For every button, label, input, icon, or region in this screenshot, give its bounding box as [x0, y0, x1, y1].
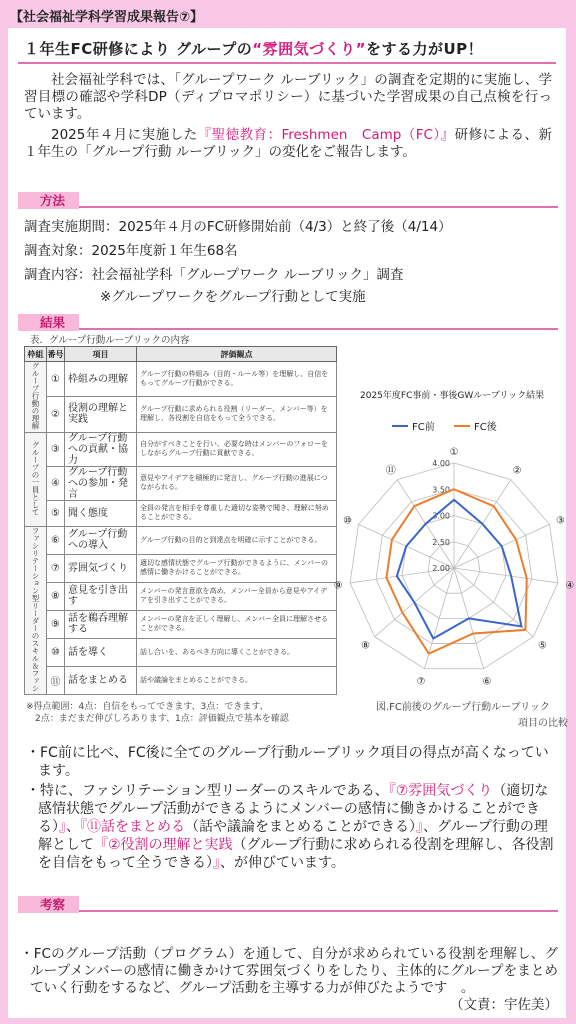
radar-category-label: ③: [555, 515, 565, 527]
author-credit: （文責：宇佐美）: [450, 997, 558, 1013]
item-name: グループ行動への導入: [65, 526, 137, 554]
title-prefix: １年生FC研修により グループの: [24, 39, 253, 58]
consideration-label: 考察: [18, 896, 79, 913]
table-caption: 表．グループ行動ルーブリックの内容: [30, 335, 190, 346]
intro-text: 2025年４月に実施した: [51, 127, 198, 143]
intro-highlight: 『聖徳教育：Freshmen Camp（FC）』: [197, 127, 455, 143]
rubric-body: [25, 362, 337, 695]
bullet-text: 、が伸びています。: [220, 855, 345, 871]
legend-label: FC前: [412, 422, 435, 433]
bullet-text: （話や議論をまとめることができる）: [185, 819, 416, 835]
table-row: [25, 432, 337, 466]
chart-caption-2: 項目の比較: [518, 718, 568, 729]
table-row: [25, 526, 337, 554]
radar-spoke: [454, 568, 558, 583]
report-panel: [8, 28, 575, 1018]
item-description: 適切な感情状態でグループ行動ができるように、メンバーの感情に働きかけることができる。: [137, 554, 337, 582]
chart-title: 2025年度FC事前・事後GWルーブリック結果: [360, 391, 545, 401]
radar-chart: [333, 380, 575, 690]
item-description: 意見やアイデアを積極的に発言し、グループ行動の進展につながられる。: [137, 466, 337, 500]
radar-tick-label: 2.50: [432, 537, 450, 547]
score-note: [26, 701, 289, 725]
item-name: 枠組みの理解: [65, 362, 137, 397]
item-name: 話を導く: [65, 638, 137, 666]
bullet-text: 、グループ行動の理解として: [38, 819, 548, 853]
table-row: [25, 666, 337, 694]
method-content: 調査内容：社会福祉学科「グループワーク ルーブリック」調査: [24, 267, 404, 283]
radar-tick-label: 3.00: [432, 511, 450, 521]
method-note: ※グループワークをグループ行動として実施: [100, 289, 366, 305]
score-note-line: ※得点範囲：4点：自信をもってできます、3点：できます、: [26, 702, 269, 712]
item-number: ⑤: [47, 500, 65, 526]
table-row: [25, 554, 337, 582]
table-row: [25, 397, 337, 432]
method-period: 調査実施期間：2025年４月のFC研修開始前（4/3）と終了後（4/14）: [24, 219, 452, 235]
bullet-text: （適切な感情状態でグループ活動ができるようにメンバーの感情に働きかけることができる）: [38, 783, 549, 835]
table-row: [25, 500, 337, 526]
category-cell: [25, 362, 47, 433]
item-description: グループ行動の枠組み（目的・ルール等）を理解し、自信をもってグループ行動ができる。: [137, 362, 337, 397]
item-description: メンバーの発言意欲を高め、メンバー全員から意見やアイデアを引き出すことができる。: [137, 582, 337, 610]
radar-tick-label: 3.50: [432, 485, 450, 495]
consideration-section: [18, 946, 558, 1014]
item-number: ⑦: [47, 554, 65, 582]
item-description: 話し合いを、あるべき方向に導くことができる。: [137, 638, 337, 666]
bullet-text: （グループ行動に求められる役割を理解し、各役割を自信をもって全うできる）: [38, 837, 554, 871]
consideration-text: ・FCのグループ活動（プログラム）を通して、自分が求められている役割を理解し、グループメンバーの感情に働きかけて雰囲気づくりをしたり、主体的にグループをまとめていく行動をするなど、グループ活動を主導する力が伸びたようです 。 （文責：宇佐美）: [20, 946, 558, 1013]
method-target: 調査対象：2025年度新１年生68名: [24, 243, 238, 259]
table-row: [25, 466, 337, 500]
radar-category-label: ⑩: [343, 515, 353, 527]
radar-tick-label: 4.00: [432, 459, 450, 468]
method-label: 方法: [18, 192, 79, 209]
item-name: 意見を引き出す: [65, 582, 137, 610]
bullet-highlight: 』: [416, 819, 423, 835]
category-label: グループの一員として: [31, 440, 40, 516]
rubric-table: [24, 346, 337, 695]
item-name: 話を鵜呑理解する: [65, 610, 137, 638]
bullet-highlight: 『②役割の理解と実践: [94, 837, 233, 853]
col-header-num: 番号: [47, 347, 65, 362]
radar-category-label: ⑤: [537, 640, 547, 652]
item-description: メンバーの発言を正しく理解し、メンバー全員に理解させることができる。: [137, 610, 337, 638]
item-name: グループ行動への貢献・協力: [65, 432, 137, 466]
radar-category-label: ⑥: [482, 676, 492, 688]
category-cell: [25, 432, 47, 526]
item-name: 雰囲気づくり: [65, 554, 137, 582]
item-name: 聞く態度: [65, 500, 137, 526]
report-tag: 【社会福祉学科学習成果報告⑦】: [10, 10, 204, 25]
radar-category-label: ④: [565, 580, 575, 592]
radar-tick-label: 2.00: [432, 564, 450, 573]
item-number: ⑥: [47, 526, 65, 554]
bullet-highlight: 『⑪話をまとめる: [80, 819, 185, 835]
title-accent: “雰囲気づくり”: [252, 39, 366, 58]
bullet-highlight: 『⑦雰囲気づくり: [388, 783, 493, 799]
legend-label: FC後: [474, 422, 497, 433]
item-name: グループ行動への参加・発言: [65, 466, 137, 500]
item-number: ⑪: [47, 666, 65, 694]
bullet-text: FC前に比べ、FC後に全てのグループ行動ルーブリック項目の得点が高くなっています。: [38, 745, 549, 779]
item-number: ⑨: [47, 610, 65, 638]
consideration-body: FCのグループ活動（プログラム）を通して、自分が求められている役割を理解し、グループメンバーの感情に働きかけて雰囲気づくりをしたり、主体的にグループをまとめていく行動をするなど、グループ活動を主導する力が伸びたようです 。: [30, 946, 558, 996]
item-number: ④: [47, 466, 65, 500]
item-description: グループ行動の目的と到達点を明確に示すことができる。: [137, 526, 337, 554]
result-bullet-1: ・FC前に比べ、FC後に全てのグループ行動ルーブリック項目の得点が高くなっています。: [26, 745, 549, 779]
method-heading: [18, 190, 558, 208]
item-number: ①: [47, 362, 65, 397]
radar-chart-area: [333, 380, 575, 729]
item-description: 話や議論をまとめることができる。: [137, 666, 337, 694]
title-suffix: をする力がUP！: [366, 39, 484, 58]
table-row: [25, 582, 337, 610]
radar-category-label: ①: [449, 447, 459, 458]
item-description: 全員の発言を相手を尊重した適切な姿勢で聞き、理解に努めることができる。: [137, 500, 337, 526]
score-note-line: 2点：まだまだ伸びしろあります、1点：評価観点で基本を確認: [26, 714, 289, 724]
table-row: [25, 610, 337, 638]
radar-category-label: ②: [512, 465, 522, 477]
item-number: ③: [47, 432, 65, 466]
intro-paragraph-1: 社会福祉学科では、「グループワーク ルーブリック」の調査を定期的に実施し、学習目標の確認や学科DP（ディプロマポリシー）に基づいた学習成果の自己点検を行っています。: [24, 72, 552, 122]
table-row: [25, 638, 337, 666]
col-header-desc: 評価観点: [137, 347, 337, 362]
col-header-cat: 枠組: [25, 347, 47, 362]
item-number: ⑧: [47, 582, 65, 610]
category-cell: [25, 526, 47, 694]
bullet-text: 、: [66, 819, 80, 835]
bullet-highlight: 』: [59, 819, 66, 835]
radar-category-label: ⑪: [385, 465, 396, 477]
radar-category-label: ⑧: [361, 640, 371, 652]
intro-paragraph-2: [24, 127, 552, 161]
results-label: 結果: [18, 314, 79, 331]
category-label: ファシリテーション型リーダーのスキル＆ファシ: [31, 526, 40, 692]
report-title: [18, 34, 556, 64]
radar-category-label: ⑦: [416, 676, 426, 688]
intro-text: 研修による、新１年生の「グループ行動 ルーブリック」の変化をご報告します。: [24, 127, 552, 160]
item-name: 役割の理解と実践: [65, 397, 137, 432]
results-bullets: [24, 744, 556, 874]
intro-section: [24, 72, 552, 161]
bullet-text: 特に、ファシリテーション型リーダーのスキルである、: [40, 783, 389, 799]
table-row: [25, 362, 337, 397]
category-label: グループ行動の理解: [31, 362, 40, 430]
bullet-highlight: 』: [213, 855, 220, 871]
radar-category-label: ⑨: [333, 580, 343, 592]
item-number: ⑩: [47, 638, 65, 666]
item-description: グループ行動に求められる役割（リーダー、メンバー等）を理解し、各役割を自信をもって全うできる。: [137, 397, 337, 432]
result-bullet-2: ・特に、ファシリテーション型リーダーのスキルである、『⑦雰囲気づくり（適切な感情状態でグループ活動ができるようにメンバーの感情に働きかけることができる）』、『⑪話をまとめる（話や議論をまとめることができる）』、グループ行動の理解として『②役割の理解と実践（グループ行動に求められる役割を理解し、各役割を自信をもって全うできる）』、が伸びています。: [26, 783, 554, 871]
results-heading: [18, 312, 558, 330]
chart-caption: 図.FC前後のグループ行動ルーブリック: [376, 702, 550, 713]
item-number: ②: [47, 397, 65, 432]
consideration-heading: [18, 894, 558, 912]
item-description: 自分がすべきことを行い、必要な時はメンバーのフォローをしながらグループ行動に貢献できる。: [137, 432, 337, 466]
item-name: 話をまとめる: [65, 666, 137, 694]
col-header-item: 項目: [65, 347, 137, 362]
